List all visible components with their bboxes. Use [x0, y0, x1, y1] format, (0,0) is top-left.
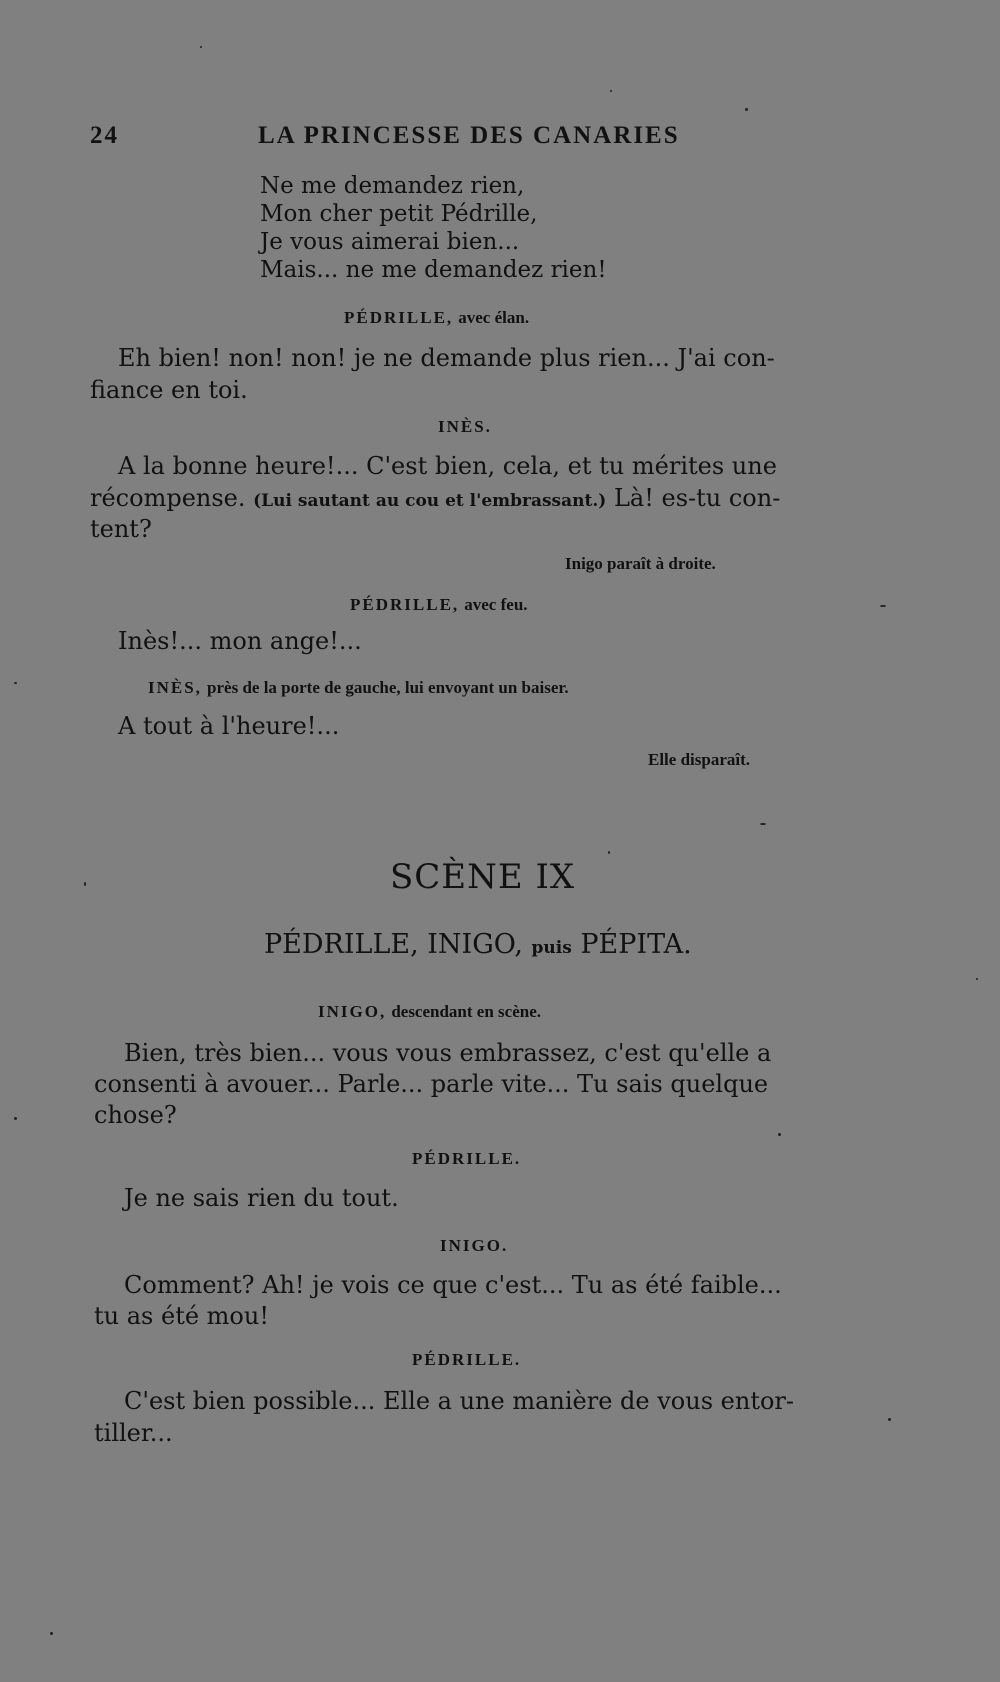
verse-block — [260, 172, 607, 284]
dialogue-line: chose? — [94, 1101, 177, 1129]
scene-characters — [264, 929, 692, 960]
dialogue-line: fiance en toi. — [90, 376, 248, 404]
dialogue-line: Je ne sais rien du tout. — [124, 1184, 399, 1212]
speaker-heading — [350, 595, 528, 615]
print-speck — [888, 1418, 891, 1421]
dialogue-line: Inès!... mon ange!... — [118, 627, 362, 655]
speaker-name: PÉDRILLE, — [344, 308, 454, 327]
print-speck — [84, 882, 86, 886]
dialogue-text: Là! es-tu con- — [613, 484, 781, 512]
print-speck — [608, 851, 610, 854]
stage-direction: près de la porte de gauche, lui envoyant un baiser. — [207, 678, 569, 697]
characters-list: PÉPITA. — [580, 929, 692, 960]
speaker-name: INIGO, — [318, 1002, 387, 1021]
print-speck — [200, 46, 202, 48]
speaker-heading — [344, 308, 529, 328]
speaker-heading — [148, 678, 569, 698]
speaker-name: PÉDRILLE. — [412, 1350, 522, 1369]
verse-line: Mais... ne me demandez rien! — [260, 257, 607, 283]
scene-title: SCÈNE IX — [390, 857, 576, 897]
stage-direction: Inigo paraît à droite. — [565, 554, 716, 573]
dialogue-line — [90, 483, 780, 517]
dialogue-text: récompense. — [90, 484, 246, 512]
characters-list: PÉDRILLE, INIGO, — [264, 929, 523, 960]
print-speck — [50, 1632, 53, 1635]
dialogue-line: tiller... — [94, 1419, 173, 1447]
stage-direction: Elle disparaît. — [648, 750, 751, 769]
speaker-heading — [318, 1002, 541, 1022]
stage-direction: avec élan. — [458, 308, 530, 327]
print-speck — [880, 605, 886, 607]
stage-direction: avec feu. — [464, 595, 528, 614]
dialogue-line: consenti à avouer... Parle... parle vite... Tu sais quelque — [94, 1070, 769, 1098]
dialogue-line: A la bonne heure!... C'est bien, cela, et tu mérites une — [118, 452, 777, 480]
dialogue-line: A tout à l'heure!... — [118, 712, 340, 740]
print-speck — [14, 682, 17, 684]
print-speck — [760, 823, 766, 825]
characters-connector: puis — [531, 938, 572, 958]
dialogue-line: Eh bien! non! non! je ne demande plus rien... J'ai con- — [118, 344, 775, 372]
verse-line: Je vous aimerai bien... — [260, 229, 520, 255]
verse-line: Mon cher petit Pédrille, — [260, 201, 538, 227]
running-title: LA PRINCESSE DES CANARIES — [258, 122, 680, 149]
inline-stage-direction: (Lui sautant au cou et l'embrassant.) — [253, 491, 607, 511]
dialogue-line: C'est bien possible... Elle a une manière de vous entor- — [124, 1387, 794, 1415]
speaker-name: INÈS, — [148, 678, 202, 697]
print-speck — [976, 978, 978, 980]
print-speck — [778, 1133, 781, 1136]
dialogue-line: Comment? Ah! je vois ce que c'est... Tu as été faible... — [124, 1271, 782, 1299]
page-number: 24 — [90, 122, 119, 149]
print-speck — [14, 1117, 17, 1120]
verse-line: Ne me demandez rien, — [260, 173, 525, 199]
print-speck — [745, 108, 748, 111]
speaker-name: INÈS. — [438, 417, 492, 436]
speaker-name: INIGO. — [440, 1236, 509, 1255]
speaker-name: PÉDRILLE. — [412, 1149, 522, 1168]
dialogue-line: Bien, très bien... vous vous embrassez, c'est qu'elle a — [124, 1039, 772, 1067]
dialogue-line: tent? — [90, 515, 152, 543]
stage-direction: descendant en scène. — [391, 1002, 542, 1021]
dialogue-line: tu as été mou! — [94, 1302, 269, 1330]
speaker-name: PÉDRILLE, — [350, 595, 460, 614]
print-speck — [610, 90, 612, 92]
